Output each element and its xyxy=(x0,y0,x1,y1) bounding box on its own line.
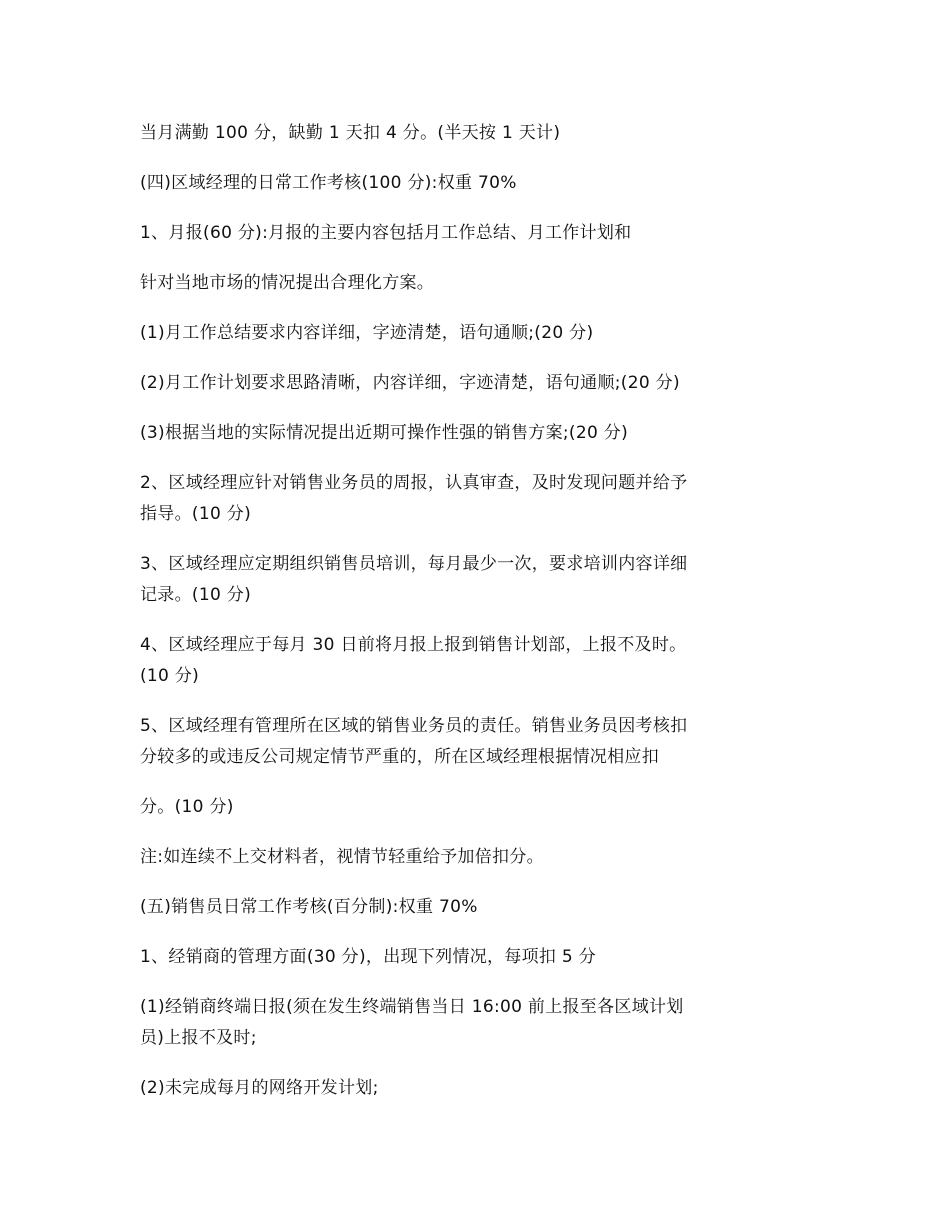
paragraph-management-duty: 5、区域经理有管理所在区域的销售业务员的责任。销售业务员因考核扣 分较多的或违反公司规定情节严重的，所在区域经理根据情况相应扣 xyxy=(140,716,688,767)
paragraph-dealer-management: 1、经销商的管理方面(30 分)，出现下列情况，每项扣 5 分 xyxy=(140,947,597,967)
paragraph-item-3: (3)根据当地的实际情况提出近期可操作性强的销售方案;(20 分) xyxy=(140,423,629,443)
paragraph-item-2: (2)月工作计划要求思路清晰，内容详细，字迹清楚，语句通顺;(20 分) xyxy=(140,373,680,393)
paragraph-report-deadline: 4、区域经理应于每月 30 日前将月报上报到销售计划部，上报不及时。 (10 分) xyxy=(140,635,687,686)
paragraph-monthly-report-cont: 针对当地市场的情况提出合理化方案。 xyxy=(140,273,435,293)
paragraph-weekly-review: 2、区域经理应针对销售业务员的周报，认真审查，及时发现问题并给予 指导。(10 分) xyxy=(140,473,688,524)
paragraph-note: 注:如连续不上交材料者，视情节轻重给予加倍扣分。 xyxy=(140,847,544,867)
document-body xyxy=(140,118,810,1123)
paragraph-management-duty-cont: 分。(10 分) xyxy=(140,797,234,817)
paragraph-item-1: (1)月工作总结要求内容详细，字迹清楚，语句通顺;(20 分) xyxy=(140,323,594,343)
paragraph-monthly-report: 1、月报(60 分):月报的主要内容包括月工作总结、月工作计划和 xyxy=(140,223,632,243)
paragraph-training: 3、区域经理应定期组织销售员培训，每月最少一次，要求培训内容详细 记录。(10 分) xyxy=(140,554,688,605)
paragraph-dealer-item-1: (1)经销商终端日报(须在发生终端销售当日 16:00 前上报至各区域计划 员)上报不及时; xyxy=(140,997,684,1048)
paragraph-dealer-item-2: (2)未完成每月的网络开发计划; xyxy=(140,1078,379,1098)
paragraph-attendance: 当月满勤 100 分，缺勤 1 天扣 4 分。(半天按 1 天计) xyxy=(140,123,561,143)
section-heading-5: (五)销售员日常工作考核(百分制):权重 70% xyxy=(140,897,478,917)
section-heading-4: (四)区域经理的日常工作考核(100 分):权重 70% xyxy=(140,173,517,193)
